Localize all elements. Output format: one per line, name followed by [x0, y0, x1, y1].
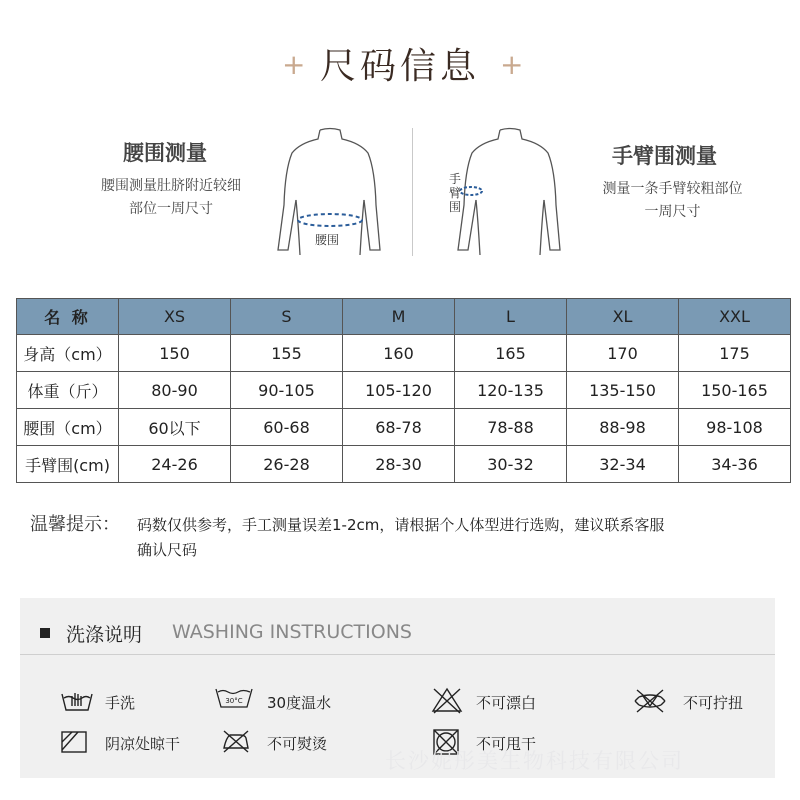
header-cell-m: M [343, 299, 455, 335]
table-cell: 150 [119, 335, 231, 372]
table-cell: 24-26 [119, 446, 231, 483]
water-temp-icon [214, 686, 254, 710]
table-cell: 28-30 [343, 446, 455, 483]
washing-divider [20, 654, 775, 655]
page-title: 尺码信息 [319, 46, 480, 87]
waist-measure-title: 腰围测量 [123, 141, 207, 165]
water-temp-icon-text: 30°C [225, 697, 243, 705]
arm-figure-label: 手臂围 [449, 172, 462, 214]
table-row [17, 335, 791, 372]
waist-figure-label: 腰围 [315, 233, 340, 247]
table-row [17, 446, 791, 483]
arm-desc-line1: 测量一条手臂较粗部位 [602, 181, 743, 197]
table-cell: 68-78 [343, 409, 455, 446]
no-iron-label: 不可熨烫 [267, 735, 328, 753]
table-cell: 120-135 [455, 372, 567, 409]
no-bleach-icon [430, 686, 464, 714]
no-wring-icon [633, 688, 667, 714]
table-cell: 135-150 [567, 372, 679, 409]
table-cell: 175 [679, 335, 791, 372]
measure-divider [412, 128, 413, 256]
table-cell: 26-28 [231, 446, 343, 483]
hand-wash-icon [60, 688, 94, 714]
hand-wash-label: 手洗 [105, 694, 136, 712]
arm-desc-line2: 一周尺寸 [644, 204, 701, 220]
no-wring-label: 不可拧扭 [683, 694, 744, 712]
table-row [17, 372, 791, 409]
company-watermark: 长沙妮彤美生物科技有限公司 [385, 749, 684, 773]
table-cell: 170 [567, 335, 679, 372]
size-table [16, 298, 791, 483]
table-cell: 60以下 [119, 409, 231, 446]
tip-line2: 确认尺码 [137, 541, 198, 559]
table-cell: 105-120 [343, 372, 455, 409]
table-cell: 30-32 [455, 446, 567, 483]
no-iron-icon [220, 728, 252, 754]
header-cell-xl: XL [567, 299, 679, 335]
size-table-header-row [17, 299, 791, 335]
header-cell-s: S [231, 299, 343, 335]
tip-text [137, 513, 777, 563]
row-label: 腰围（cm） [17, 409, 119, 446]
table-cell: 88-98 [567, 409, 679, 446]
waist-measure-description [86, 175, 256, 221]
row-label: 手臂围(cm) [17, 446, 119, 483]
decorative-plus-left: + [282, 48, 306, 81]
header-cell-name: 名 称 [17, 299, 119, 335]
row-label: 身高（cm） [17, 335, 119, 372]
decorative-plus-right: + [500, 48, 524, 81]
header-cell-xxl: XXL [679, 299, 791, 335]
table-cell: 155 [231, 335, 343, 372]
arm-measure-description [585, 178, 760, 224]
tip-line1: 码数仅供参考，手工测量误差1-2cm，请根据个人体型进行选购，建议联系客服 [137, 516, 665, 534]
shade-dry-label: 阴凉处晾干 [105, 735, 181, 753]
water-temp-label: 30度温水 [267, 694, 332, 712]
header-cell-l: L [455, 299, 567, 335]
table-cell: 98-108 [679, 409, 791, 446]
table-cell: 150-165 [679, 372, 791, 409]
table-cell: 165 [455, 335, 567, 372]
row-label: 体重（斤） [17, 372, 119, 409]
table-cell: 80-90 [119, 372, 231, 409]
no-tumble-dry-label: 不可甩干 [476, 735, 537, 753]
waist-desc-line2: 部位一周尺寸 [129, 201, 213, 217]
table-cell: 34-36 [679, 446, 791, 483]
table-cell: 78-88 [455, 409, 567, 446]
table-cell: 90-105 [231, 372, 343, 409]
shade-dry-icon [60, 730, 88, 754]
header-cell-xs: XS [119, 299, 231, 335]
bullet-square-icon [40, 628, 50, 638]
washing-title-en: WASHING INSTRUCTIONS [172, 621, 412, 643]
arm-measure-title: 手臂围测量 [612, 144, 717, 168]
table-cell: 60-68 [231, 409, 343, 446]
washing-title-cn: 洗涤说明 [66, 624, 143, 646]
table-row [17, 409, 791, 446]
waist-desc-line1: 腰围测量肚脐附近较细 [101, 178, 241, 194]
tip-label: 温馨提示： [30, 514, 120, 535]
no-bleach-label: 不可漂白 [476, 694, 537, 712]
table-cell: 160 [343, 335, 455, 372]
table-cell: 32-34 [567, 446, 679, 483]
